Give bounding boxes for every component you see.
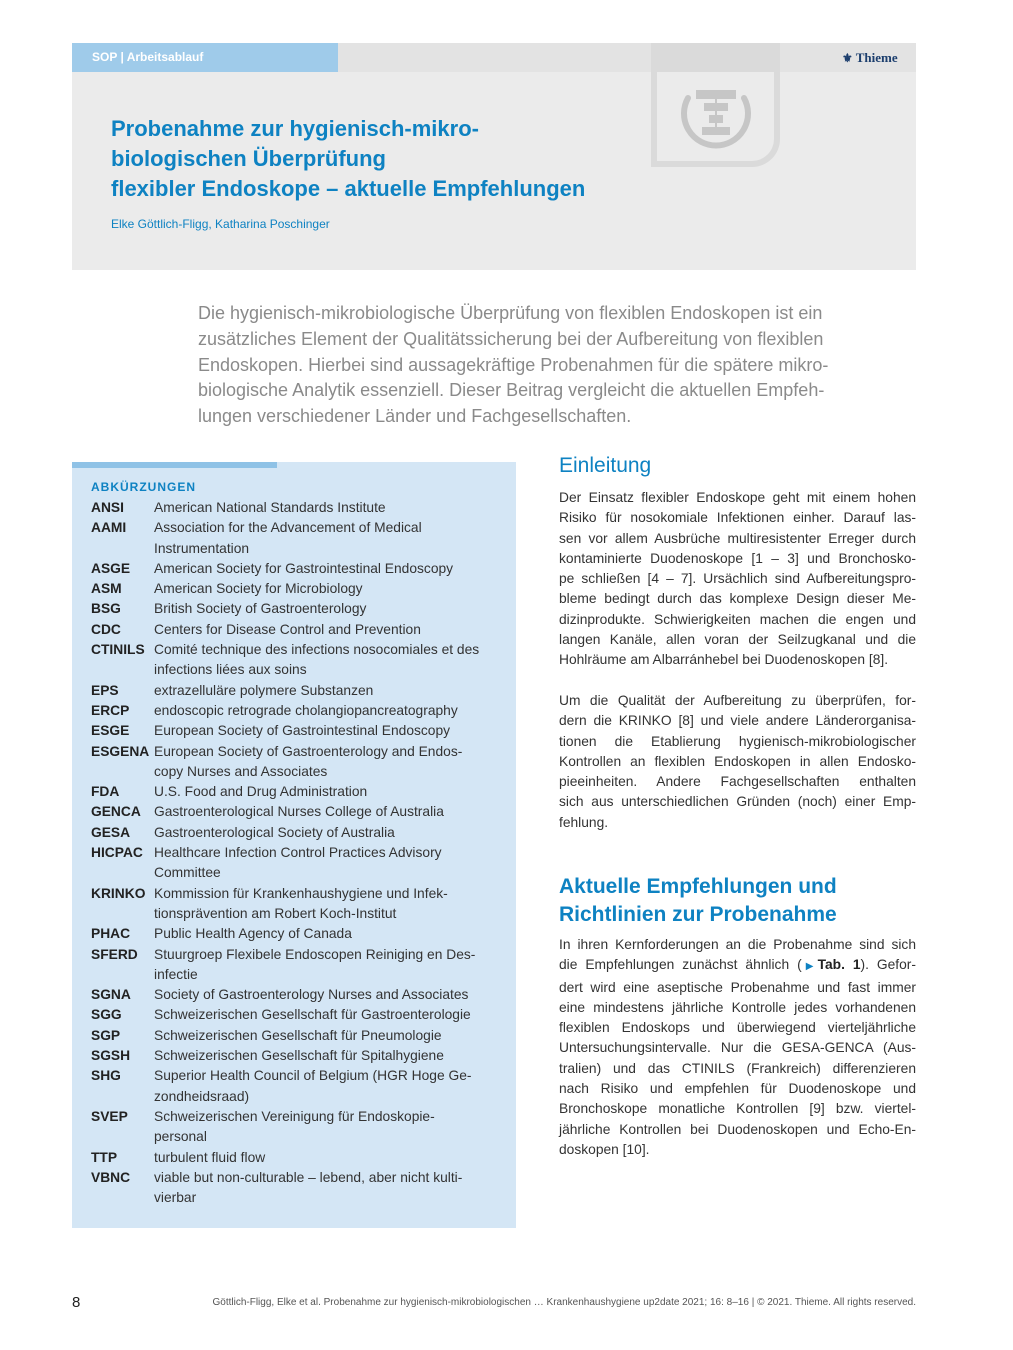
header-top-strip [338, 43, 916, 72]
abbreviation-definition [154, 823, 506, 843]
paragraph-line: doskopen [10]. [559, 1141, 650, 1157]
abbreviation-row [91, 782, 506, 802]
abbreviation-row [91, 701, 506, 721]
abbreviation-row [91, 1005, 506, 1025]
definition-line: turbulent fluid flow [154, 1149, 266, 1165]
abbreviation-term: KRINKO [91, 885, 146, 901]
definition-line: Instrumentation [154, 540, 250, 556]
paragraph-line: bleme bedingt durch das komplexe Design dieser Me- [559, 591, 916, 607]
abbreviation-definition [154, 721, 506, 741]
abbreviation-term: GESA [91, 824, 131, 840]
abstract-line: biologische Analytik essenziell. Dieser Beitrag vergleicht die aktuellen Empfeh- [198, 380, 825, 401]
abstract-line: zusätzliches Element der Qualitätssicherung bei der Aufbereitung von flexiblen [198, 328, 824, 349]
paragraph-line: sich aus unterschiedlichen Gründen (noch) einer Emp- [559, 794, 916, 810]
definition-line: Public Health Agency of Canada [154, 926, 352, 942]
abbreviation-term: GENCA [91, 804, 141, 820]
abstract-line: lungen verschiedener Länder und Fachgesellschaften. [198, 406, 632, 427]
abbreviation-term: TTP [91, 1149, 118, 1165]
definition-line: endoscopic retrograde cholangiopancreatography [154, 702, 458, 718]
abbreviation-term: ASM [91, 581, 122, 597]
abbreviation-term: HICPAC [91, 845, 143, 861]
abbreviation-term: SGP [91, 1027, 121, 1043]
abbreviations-list [91, 498, 506, 1208]
table-reference-arrow-icon: ▶ [801, 961, 818, 973]
definition-line: zondheidsraad) [154, 1088, 250, 1104]
abbreviation-term: EPS [91, 682, 119, 698]
article-title [111, 114, 671, 204]
abbreviation-row [91, 721, 506, 741]
paragraph-line: flexiblen Endoskops und überwiegend vierteljährliche [559, 1020, 916, 1036]
abbreviation-definition [154, 518, 506, 559]
abbreviation-row [91, 924, 506, 944]
abbreviation-term: VBNC [91, 1169, 131, 1185]
paragraph-line: nach Risiko und empfehlen für Duodenoskope und [559, 1081, 916, 1097]
definition-line: tionsprävention am Robert Koch-Institut [154, 905, 397, 921]
abbreviation-definition [154, 498, 506, 518]
abbreviation-definition [154, 681, 506, 701]
abbreviation-row [91, 1066, 506, 1107]
definition-line: Association for the Advancement of Medical [154, 520, 422, 536]
abbreviation-term: ANSI [91, 500, 124, 515]
definition-line: European Society of Gastrointestinal Endoscopy [154, 723, 451, 739]
abbreviation-definition [154, 802, 506, 822]
abbreviation-definition [154, 985, 506, 1005]
paragraph-line: dert wird eine aseptische Probenahme und fast immer [559, 979, 916, 995]
paragraph-introduction-1 [559, 488, 916, 671]
publisher-name: Thieme [855, 50, 898, 65]
definition-line: Centers for Disease Control and Prevention [154, 621, 421, 637]
definition-line: American Society for Microbiology [154, 581, 363, 597]
abbreviation-term: SVEP [91, 1108, 128, 1124]
abbreviation-definition [154, 1026, 506, 1046]
abbreviation-term: SHG [91, 1068, 121, 1084]
abbreviation-term: SGG [91, 1007, 122, 1023]
definition-line: personal [154, 1129, 207, 1145]
abbreviation-term: PHAC [91, 926, 131, 942]
paragraph-line: pieeinheiten. Andere Fachgesellschaften enthalten [559, 774, 916, 790]
paragraph-line: Der Einsatz flexibler Endoskope geht mit einem hohen [559, 490, 916, 505]
abbreviation-definition [154, 1168, 506, 1209]
paragraph-line: langen Kanäle, allen voran der Seilzugkanal und die [559, 632, 916, 648]
definition-line: infections liées aux soins [154, 662, 307, 678]
abbreviation-definition [154, 945, 506, 986]
definition-line: Comité technique des infections nosocomiales et des [154, 642, 480, 658]
abbreviation-term: AAMI [91, 520, 127, 536]
abbreviation-row [91, 498, 506, 518]
section-label: SOP | Arbeitsablauf [92, 50, 204, 64]
paragraph-line: kontaminierte Duodenoskope [1 – 3] und Bronchosko- [559, 550, 916, 566]
abbreviation-term: SGNA [91, 987, 131, 1003]
abbreviation-definition [154, 742, 506, 783]
definition-line: Schweizerischen Vereinigung für Endoskopie- [154, 1108, 435, 1124]
abbreviation-term: SGSH [91, 1048, 131, 1064]
title-line: biologischen Überprüfung [111, 146, 386, 171]
section-heading-introduction: Einleitung [559, 454, 652, 477]
definition-line: American Society for Gastrointestinal Endoscopy [154, 560, 454, 576]
abbreviation-row [91, 518, 506, 559]
abbreviation-row [91, 681, 506, 701]
footer-citation: Göttlich-Fligg, Elke et al. Probenahme zur hygienisch-mikrobiologischen … Krankenhaushygiene up2date 2021; 16: 8–16 | © 2021. Thieme. All rights reserved. [212, 1297, 916, 1308]
abbreviation-definition [154, 884, 506, 925]
abbreviation-term: BSG [91, 601, 121, 617]
table-reference-link[interactable]: Tab. 1 [817, 957, 861, 973]
definition-line: infectie [154, 966, 198, 982]
abbreviation-term: SFERD [91, 946, 138, 962]
paragraph-line: Bronchoskope monatliche Kontrollen [9] bzw. viertel- [559, 1101, 916, 1117]
abbreviation-row [91, 1026, 506, 1046]
abbreviation-row [91, 1168, 506, 1209]
definition-line: American National Standards Institute [154, 500, 386, 515]
paragraph-line: Um die Qualität der Aufbereitung zu überprüfen, for- [559, 693, 916, 708]
abbreviation-row [91, 599, 506, 619]
authors: Elke Göttlich-Fligg, Katharina Poschinger [111, 217, 330, 231]
abbreviation-row [91, 640, 506, 681]
abbreviation-term: ERCP [91, 702, 130, 718]
paragraph-line: Kontrollen an flexiblen Endoskopen in allen Endosko- [559, 753, 916, 769]
definition-line: Kommission für Krankenhaushygiene und Infek- [154, 885, 448, 901]
abbreviation-definition [154, 579, 506, 599]
definition-line: viable but non-culturable – lebend, aber nicht kulti- [154, 1169, 463, 1185]
heading-line: Richtlinien zur Probenahme [559, 903, 837, 926]
abbreviation-definition [154, 620, 506, 640]
flowchart-icon [676, 80, 756, 150]
definition-line: Schweizerischen Gesellschaft für Spitalhygiene [154, 1048, 444, 1064]
text-fragment: ). Gefor- [860, 957, 916, 973]
paragraph-line: Risiko für nosokomiale Infektionen einher. Darauf las- [559, 510, 916, 526]
definition-line: U.S. Food and Drug Administration [154, 784, 368, 800]
definition-line: Committee [154, 865, 221, 881]
definition-line: British Society of Gastroenterology [154, 601, 367, 617]
abbreviation-term: ESGE [91, 723, 130, 739]
abbreviation-row [91, 620, 506, 640]
abbreviation-row [91, 579, 506, 599]
paragraph-line [559, 955, 916, 977]
abbreviations-heading: ABKÜRZUNGEN [91, 480, 196, 494]
abbreviation-row [91, 742, 506, 783]
abbreviation-row [91, 945, 506, 986]
paragraph-line: tralien) und das CTINILS (Frankreich) differenzieren [559, 1060, 916, 1076]
abbreviation-definition [154, 782, 506, 802]
heading-line: Aktuelle Empfehlungen und [559, 875, 837, 898]
abbreviation-definition [154, 640, 506, 681]
definition-line: Stuurgroep Flexibele Endoscopen Reiniging en Des- [154, 946, 476, 962]
paragraph-line: sen vor allem Ausbrüche multiresistenter Erreger durch [559, 530, 916, 546]
paragraph-line: fehlung. [559, 814, 609, 830]
definition-line: Superior Health Council of Belgium (HGR Hoge Ge- [154, 1068, 472, 1084]
abbreviation-row [91, 559, 506, 579]
definition-line: extrazelluläre polymere Substanzen [154, 682, 374, 698]
paragraph-line: In ihren Kernforderungen an die Probenahme sind sich [559, 937, 916, 952]
abstract-line: Die hygienisch-mikrobiologische Überprüfung von flexiblen Endoskopen ist ein [198, 303, 823, 323]
definition-line: vierbar [154, 1190, 197, 1206]
paragraph-line: dizinprodukte. Schwierigkeiten machen die engen und [559, 611, 916, 627]
abbreviation-definition [154, 599, 506, 619]
definition-line: Gastroenterological Society of Australia [154, 824, 395, 840]
abbreviation-row [91, 843, 506, 884]
abstract-line: Endoskopen. Hierbei sind aussagekräftige Probenahmen für die spätere mikro- [198, 354, 829, 375]
abbreviation-term: ASGE [91, 560, 131, 576]
abbreviation-definition [154, 1066, 506, 1107]
abbreviations-accent-bar [72, 462, 277, 468]
abbreviation-term: FDA [91, 784, 120, 800]
paragraph-line: dern die KRINKO [8] und viele andere Länderorganisa- [559, 713, 916, 729]
paragraph-line: pe schließen [4 – 7]. Ursächlich sind Aufbereitungspro- [559, 571, 916, 587]
publisher-logo [842, 50, 898, 66]
abbreviation-term: CDC [91, 621, 121, 637]
abbreviation-row [91, 1046, 506, 1066]
definition-line: European Society of Gastroenterology and Endos- [154, 743, 463, 759]
abbreviation-row [91, 823, 506, 843]
abbreviation-term: ESGENA [91, 743, 150, 759]
abbreviation-definition [154, 701, 506, 721]
title-line: flexibler Endoskope – aktuelle Empfehlungen [111, 176, 586, 201]
abbreviation-row [91, 985, 506, 1005]
paragraph-line: Hohlräume am Albarránhebel bei Duodenoskopen [8]. [559, 652, 889, 668]
abbreviation-definition [154, 559, 506, 579]
definition-line: copy Nurses and Associates [154, 763, 328, 779]
definition-line: Society of Gastroenterology Nurses and Associates [154, 987, 469, 1003]
section-heading-recommendations [559, 873, 837, 929]
page-number: 8 [72, 1294, 81, 1311]
definition-line: Schweizerischen Gesellschaft für Pneumologie [154, 1027, 442, 1043]
abstract [198, 301, 866, 430]
paragraph-line: Untersuchungsintervalle. Nur die GESA-GENCA (Aus- [559, 1040, 916, 1056]
paragraph-line: jährliche Kontrollen bei Duodenoskopen und Echo-En- [559, 1121, 916, 1137]
abbreviation-definition [154, 1148, 506, 1168]
title-line: Probenahme zur hygienisch-mikro- [111, 116, 479, 141]
abbreviation-definition [154, 1005, 506, 1025]
definition-line: Schweizerischen Gesellschaft für Gastroenterologie [154, 1007, 471, 1023]
paragraph-line: tionen die Etablierung hygienisch-mikrobiologischer [559, 733, 916, 749]
thieme-emblem-icon: ⚜ [842, 50, 853, 65]
abbreviation-definition [154, 843, 506, 884]
paragraph-line: eine mindestens jährliche Kontrolle jedes vorhandenen [559, 999, 916, 1015]
paragraph-introduction-2 [559, 691, 916, 833]
abbreviation-row [91, 1107, 506, 1148]
abbreviation-definition [154, 1107, 506, 1148]
abbreviation-row [91, 884, 506, 925]
text-fragment: die Empfehlungen zunächst ähnlich ( [559, 957, 802, 973]
abbreviation-term: CTINILS [91, 642, 145, 658]
abbreviation-row [91, 1148, 506, 1168]
definition-line: Healthcare Infection Control Practices Advisory [154, 845, 442, 861]
abbreviation-definition [154, 1046, 506, 1066]
definition-line: Gastroenterological Nurses College of Australia [154, 804, 444, 820]
abbreviation-definition [154, 924, 506, 944]
paragraph-recommendations [559, 935, 916, 1160]
abbreviation-row [91, 802, 506, 822]
